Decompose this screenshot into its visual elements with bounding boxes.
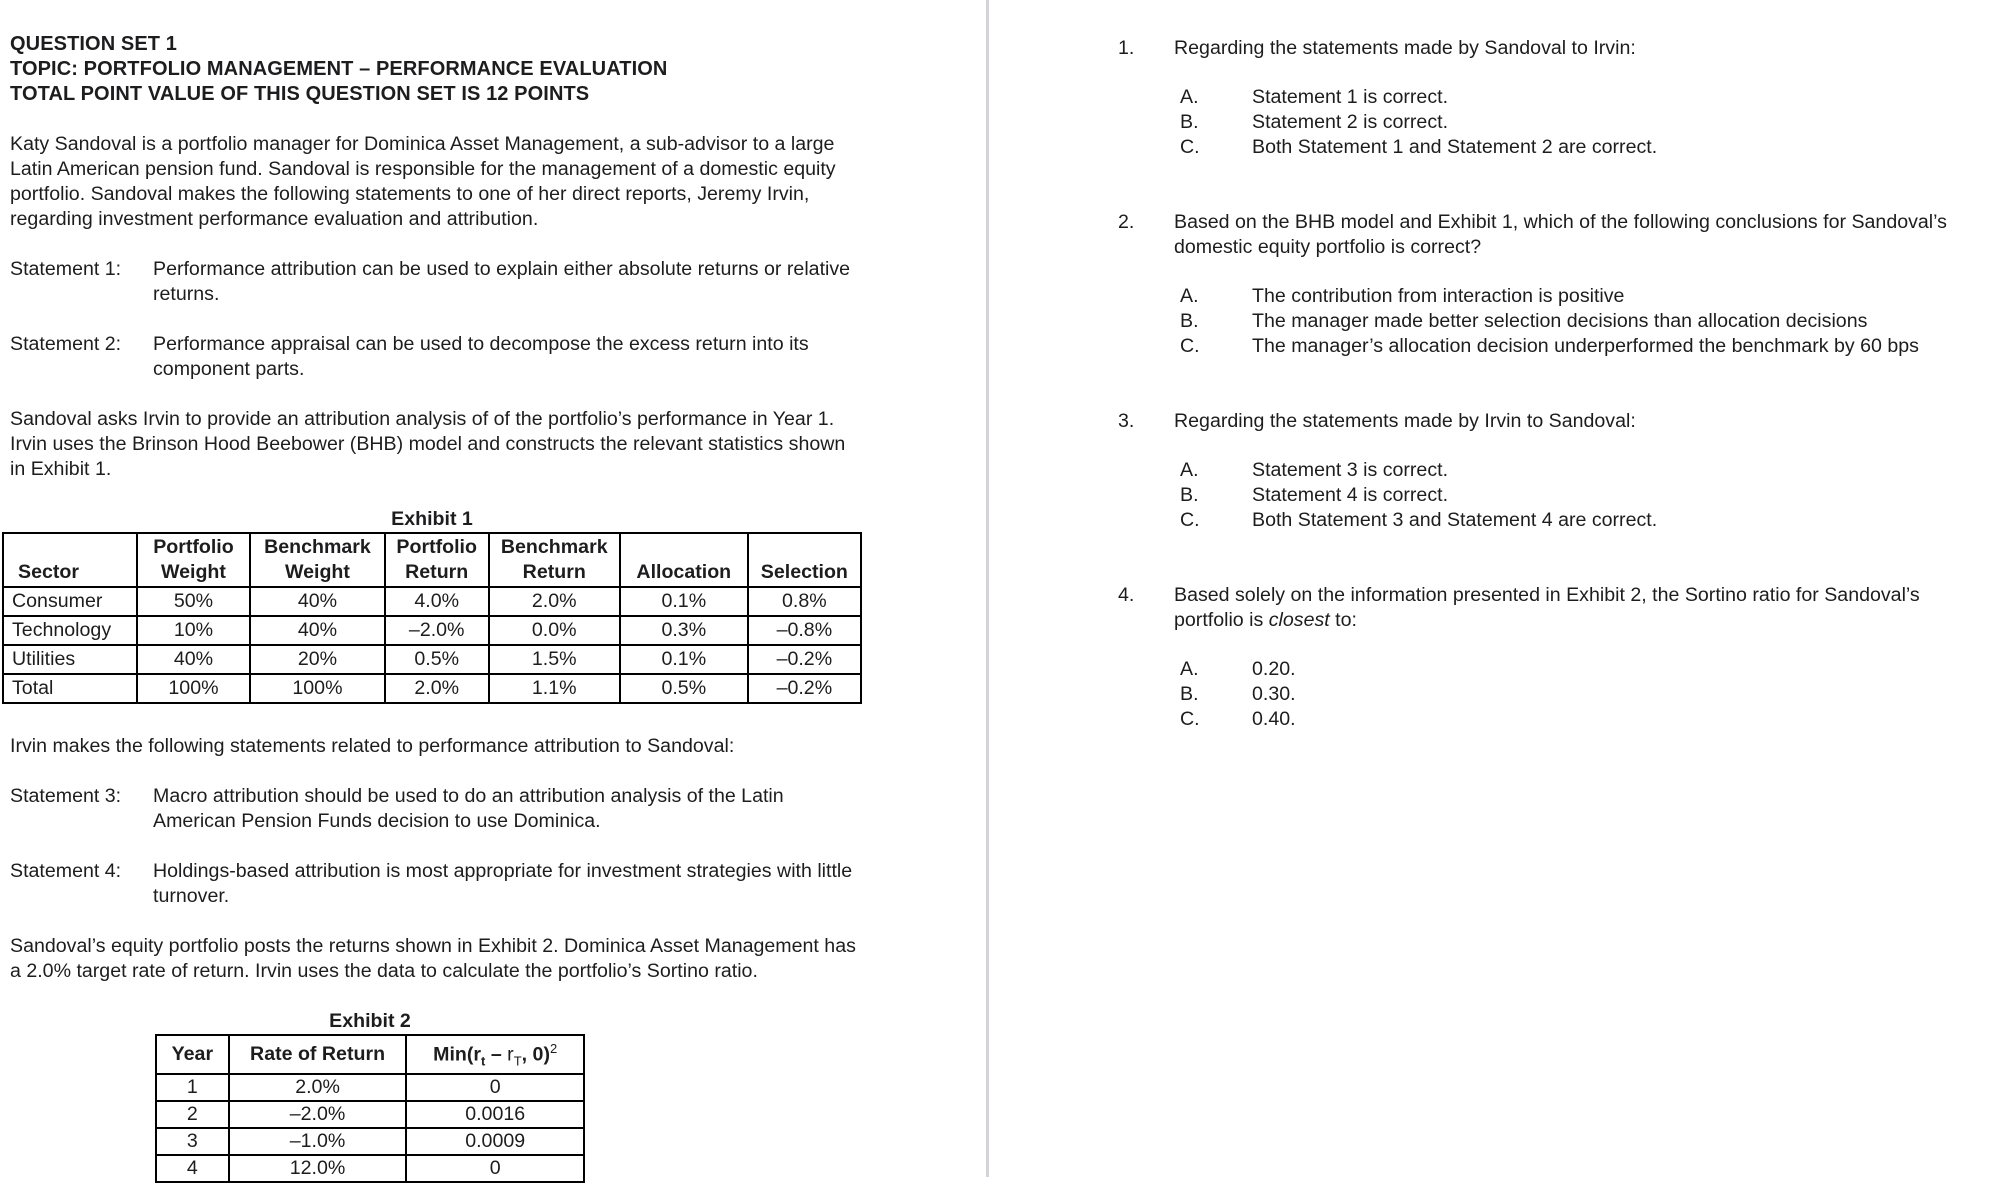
statement-3-text: Macro attribution should be used to do an attribution analysis of the Latin American Pension Funds decision to use Dominica. [153,785,784,832]
topic-title: TOPIC: PORTFOLIO MANAGEMENT – PERFORMANCE EVALUATION [10,58,668,80]
question-4-text: Based solely on the information presented in Exhibit 2, the Sortino ratio for Sandoval’s portfolio is closest to: [1174,584,1920,631]
statement-1-text: Performance attribution can be used to explain either absolute returns or relative returns. [153,258,851,305]
option-text: 0.30. [1252,683,1296,705]
cell: 4 [156,1155,229,1182]
option-text: Statement 1 is correct. [1252,86,1449,108]
point-value-title: TOTAL POINT VALUE OF THIS QUESTION SET IS 12 POINTS [10,83,590,105]
option-c [1180,508,1968,533]
question-1-text: Regarding the statements made by Sandoval to Irvin: [1174,37,1636,59]
option-letter: C. [1180,509,1200,531]
cell: 0.0009 [406,1128,584,1155]
option-letter: B. [1180,484,1199,506]
option-a [1180,85,1968,110]
cell: –1.0% [229,1128,407,1155]
exhibit-1-table [2,532,862,704]
option-letter: C. [1180,708,1200,730]
option-text: Both Statement 3 and Statement 4 are correct. [1252,509,1658,531]
intro-paragraph: Katy Sandoval is a portfolio manager for Dominica Asset Management, a sub-advisor to a large Latin American pension fund. Sandoval is responsible for the management of a domestic equity portfolio. Sandoval makes the following statements to one of her direct reports, Jeremy Irvin, regarding investment performance evaluation and attribution. [10,133,836,230]
option-c [1180,334,1968,359]
cell: Technology [3,616,137,645]
question-2 [1118,210,1968,359]
option-b [1180,110,1968,135]
option-text: 0.40. [1252,708,1296,730]
cell: 0.0% [489,616,620,645]
question-3 [1118,409,1968,533]
cell: 1.1% [489,674,620,703]
cell: –2.0% [385,616,489,645]
cell: 3 [156,1128,229,1155]
option-letter: A. [1180,658,1199,680]
col-header-selection: Selection [748,533,861,587]
exhibit-2-table [155,1034,585,1183]
question-1-options [1180,85,1968,160]
table-row [156,1101,584,1128]
cell: 0.8% [748,587,861,616]
option-text: Both Statement 1 and Statement 2 are correct. [1252,136,1658,158]
option-a [1180,284,1968,309]
cell: 100% [137,674,250,703]
question-3-options [1180,458,1968,533]
cell: 0 [406,1074,584,1101]
cell: 20% [250,645,385,674]
cell: 40% [137,645,250,674]
statement-2-label: Statement 2: [10,333,122,355]
question-2-number: 2. [1118,211,1135,233]
statement-1-label: Statement 1: [10,258,122,280]
option-text: Statement 4 is correct. [1252,484,1449,506]
option-b [1180,309,1968,334]
cell: Utilities [3,645,137,674]
option-text: The manager made better selection decisions than allocation decisions [1252,310,1868,332]
option-c [1180,707,1968,732]
cell: 1.5% [489,645,620,674]
column-divider [986,0,989,1177]
option-a [1180,657,1968,682]
option-letter: B. [1180,683,1199,705]
col-header-min-formula: $Min(r_t - r_T$, 0)$^2$ [406,1035,584,1074]
question-2-text: Based on the BHB model and Exhibit 1, which of the following conclusions for Sandoval’s domestic equity portfolio is correct? [1174,211,1947,258]
question-2-options [1180,284,1968,359]
exhibit-1-header-row [3,533,861,587]
question-3-number: 3. [1118,410,1135,432]
option-b [1180,682,1968,707]
cell: 0.1% [620,587,748,616]
question-3-text: Regarding the statements made by Irvin to Sandoval: [1174,410,1636,432]
col-header-allocation: Allocation [620,533,748,587]
cell: –2.0% [229,1101,407,1128]
statement-3 [10,784,858,834]
table-row [3,674,861,703]
statement-2 [10,332,858,382]
cell: 50% [137,587,250,616]
option-text: Statement 3 is correct. [1252,459,1449,481]
cell: Consumer [3,587,137,616]
question-4 [1118,583,1968,732]
option-text: The contribution from interaction is positive [1252,285,1625,307]
option-letter: B. [1180,310,1199,332]
irvin-statements-paragraph: Irvin makes the following statements related to performance attribution to Sandoval: [10,735,735,757]
statement-4 [10,859,858,909]
table-row [3,616,861,645]
option-text: The manager’s allocation decision underperformed the benchmark by 60 bps [1252,335,1919,357]
exhibit-1-title: Exhibit 1 [391,508,473,530]
table-row [156,1128,584,1155]
col-header-portfolio-return: Portfolio Return [385,533,489,587]
col-header-portfolio-weight: Portfolio Weight [137,533,250,587]
sortino-paragraph: Sandoval’s equity portfolio posts the returns shown in Exhibit 2. Dominica Asset Management has a 2.0% target rate of return. Irvin uses the data to calculate the portfolio’s Sortino ratio. [10,935,856,982]
question-4-options [1180,657,1968,732]
cell: 100% [250,674,385,703]
option-text: 0.20. [1252,658,1296,680]
statement-2-text: Performance appraisal can be used to decompose the excess return into its component parts. [153,333,809,380]
option-b [1180,483,1968,508]
exhibit-2-title: Exhibit 2 [329,1010,411,1032]
cell: 2.0% [385,674,489,703]
table-row [156,1074,584,1101]
option-a [1180,458,1968,483]
cell: 0.0016 [406,1101,584,1128]
cell: 0 [406,1155,584,1182]
option-letter: A. [1180,285,1199,307]
option-text: Statement 2 is correct. [1252,111,1449,133]
col-header-benchmark-weight: Benchmark Weight [250,533,385,587]
question-set-title: QUESTION SET 1 [10,33,177,55]
cell: 0.1% [620,645,748,674]
cell: 2.0% [489,587,620,616]
cell: 10% [137,616,250,645]
bhb-paragraph: Sandoval asks Irvin to provide an attribution analysis of of the portfolio’s performance in Year 1. Irvin uses the Brinson Hood Beebower (BHB) model and constructs the relevant statistics shown in Exhibit 1. [10,408,846,480]
cell: Total [3,674,137,703]
option-letter: C. [1180,136,1200,158]
table-row [3,587,861,616]
exhibit-2 [155,1009,585,1183]
col-header-rate-of-return: Rate of Return [229,1035,407,1074]
col-header-benchmark-return: Benchmark Return [489,533,620,587]
cell: –0.8% [748,616,861,645]
exhibit-1 [2,507,862,704]
exhibit-2-header-row [156,1035,584,1074]
option-letter: B. [1180,111,1199,133]
statement-4-label: Statement 4: [10,860,122,882]
cell: 0.5% [385,645,489,674]
question-1-number: 1. [1118,37,1135,59]
cell: 2.0% [229,1074,407,1101]
option-letter: A. [1180,86,1199,108]
table-row [156,1155,584,1182]
statement-3-label: Statement 3: [10,785,122,807]
cell: 2 [156,1101,229,1128]
cell: 0.5% [620,674,748,703]
cell: 12.0% [229,1155,407,1182]
question-1 [1118,36,1968,160]
cell: –0.2% [748,645,861,674]
cell: 40% [250,587,385,616]
table-row [3,645,861,674]
left-column [10,32,858,1183]
option-letter: C. [1180,335,1200,357]
cell: 1 [156,1074,229,1101]
option-letter: A. [1180,459,1199,481]
option-c [1180,135,1968,160]
document-header [10,32,858,107]
statement-4-text: Holdings-based attribution is most appropriate for investment strategies with little turnover. [153,860,853,907]
statement-1 [10,257,858,307]
cell: 40% [250,616,385,645]
col-header-sector: Sector [3,533,137,587]
cell: –0.2% [748,674,861,703]
col-header-year: Year [156,1035,229,1074]
cell: 0.3% [620,616,748,645]
right-column [1118,36,1968,732]
cell: 4.0% [385,587,489,616]
question-4-number: 4. [1118,584,1135,606]
